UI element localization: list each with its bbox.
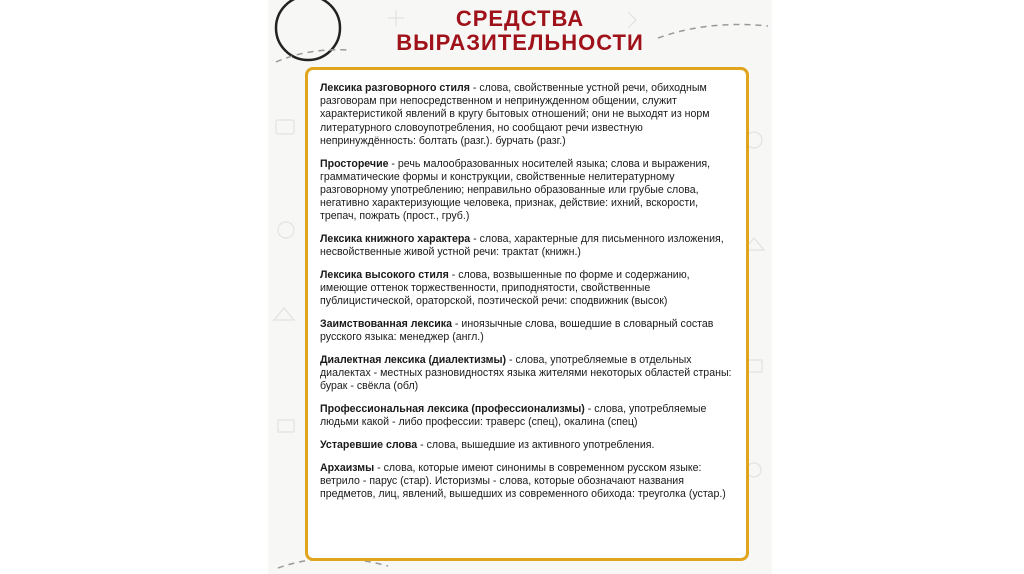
entry-professional: [320, 403, 734, 429]
entry-definition: - слова, свойственные устной речи, обиходным разговорам при непосредственном и непринужденном общении, служит характеристикой явлений в кругу бытовых отношений; они не выходят из норм литературного словоупотребления, но сообщают речи известную непринуждённость: болтать (разг.). бурчать (разг.): [320, 82, 710, 147]
entry-dialect: [320, 354, 734, 394]
entry-definition: - слова, употребляемые людьми какой - либо профессии: траверс (спец), окалина (спец): [320, 403, 707, 429]
entry-term: Лексика книжного характера: [320, 233, 471, 246]
entry-colloquial: [320, 82, 734, 148]
entry-archaisms: [320, 462, 734, 502]
entry-definition: - иноязычные слова, вошедшие в словарный состав русского языка: менеджер (англ.): [320, 318, 714, 344]
entry-term: Заимствованная лексика: [320, 318, 452, 331]
entry-definition: - слова, возвышенные по форме и содержанию, имеющие оттенок торжественности, приподнятости, свойственные публицистической, ораторской, поэтической речи: сподвижник (высок): [320, 268, 690, 308]
entry-bookish: [320, 233, 734, 259]
page-title-line-2: ВЫРАЗИТЕЛЬНОСТИ: [396, 30, 644, 55]
entry-definition: - слова, которые имеют синонимы в современном русском языке: ветрило - парус (стар). Историзмы - слова, которые обозначают названия предметов, лиц, явлений, вышедших из современного обихода: треуголка (устар.): [320, 461, 726, 501]
entry-term: Лексика высокого стиля: [320, 268, 449, 281]
entry-definition: - слова, характерные для письменного изложения, несвойственные живой устной речи: трактат (книжн.): [320, 233, 724, 259]
entry-term: Архаизмы: [320, 461, 375, 474]
entry-term: Лексика разговорного стиля: [320, 82, 470, 94]
entry-obsolete: [320, 439, 734, 452]
entry-borrowed: [320, 318, 734, 344]
entry-definition: - слова, вышедшие из активного употребления.: [417, 438, 655, 451]
entry-high-style: [320, 269, 734, 309]
definitions-card: [305, 67, 749, 561]
entry-term: Устаревшие слова: [320, 438, 418, 451]
entry-definition: - речь малообразованных носителей языка; слова и выражения, грамматические формы и конструкции, свойственные нелитературному разговорному употреблению; неправильно образованные или грубые слова, негативно характеризующие человека, признак, действие: ихний, вскорости, трепач, пожрать (прост., груб.): [320, 157, 711, 223]
poster: [268, 0, 772, 574]
entry-vernacular: [320, 158, 734, 224]
page-title-line-1: СРЕДСТВА: [455, 6, 585, 31]
entry-term: Диалектная лексика (диалектизмы): [320, 353, 507, 366]
entry-term: Профессиональная лексика (профессионализмы): [320, 403, 585, 416]
entry-term: Просторечие: [320, 157, 389, 170]
entry-definition: - слова, употребляемые в отдельных диалектах - местных разновидностях языка жителями некоторых областей страны: бурак - свёкла (обл): [320, 353, 732, 393]
